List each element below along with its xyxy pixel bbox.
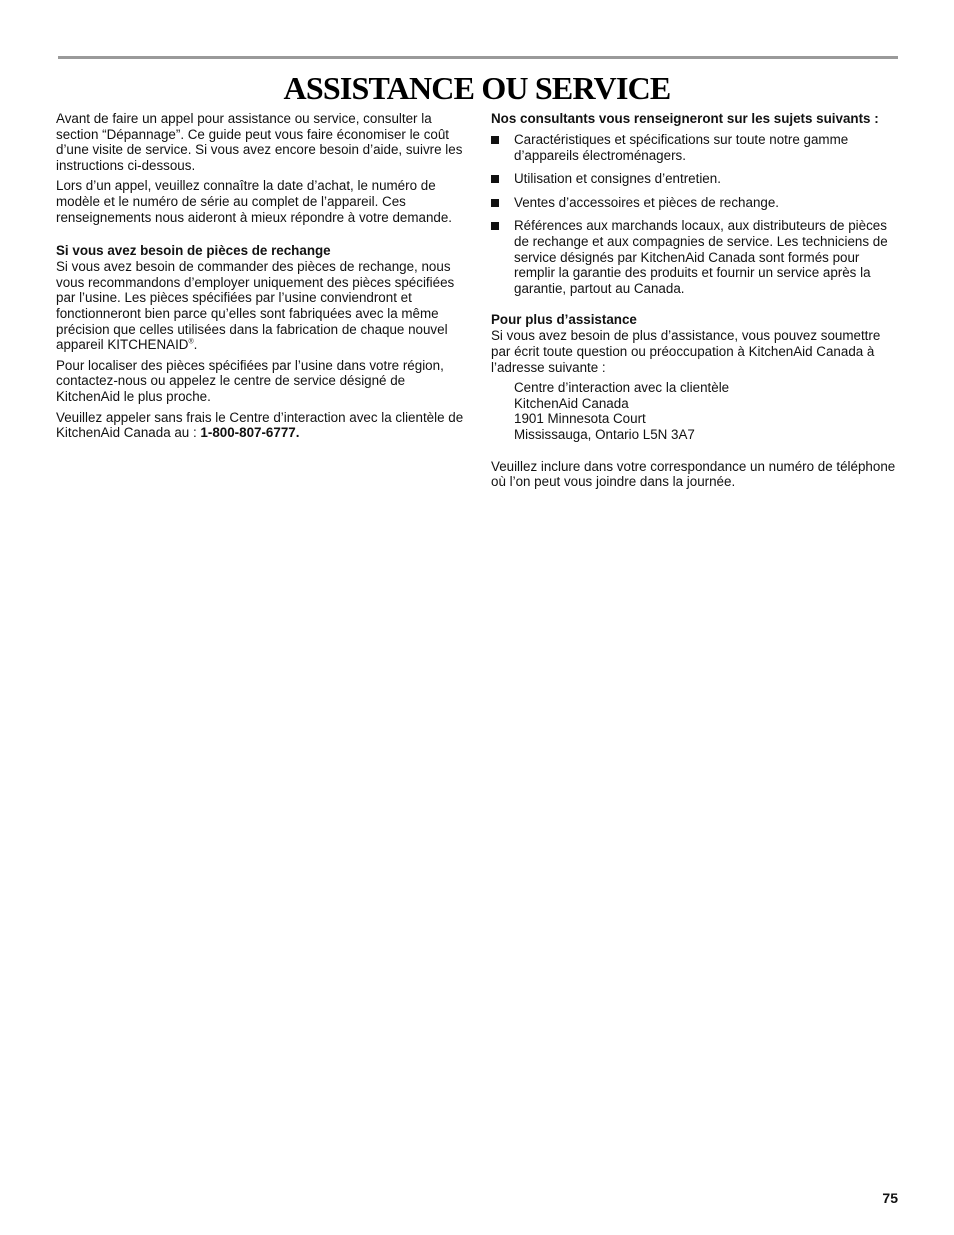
address-line: Centre d’interaction avec la clientèle: [514, 380, 730, 396]
page-title: ASSISTANCE OU SERVICE: [283, 70, 671, 106]
square-bullet-icon: [491, 175, 499, 183]
intro-paragraph: Avant de faire un appel pour assistance ou service, consulter la section “Dépannage”. Ce guide peut vous faire économiser le coût d’une visite de service. Si vous avez encore besoin d’aide, suivre les instructions ci-dessous.: [56, 111, 463, 173]
list-item: [491, 218, 901, 296]
parts-heading: Si vous avez besoin de pièces de rechange: [56, 243, 331, 259]
topics-list: [491, 132, 901, 296]
list-item-text: Caractéristiques et spécifications sur toute notre gamme d’appareils électroménagers.: [514, 132, 849, 163]
mailing-address: [514, 380, 901, 442]
left-column: [56, 111, 466, 446]
registered-mark: ®: [188, 338, 194, 346]
consultants-heading: Nos consultants vous renseigneront sur les sujets suivants :: [491, 111, 879, 126]
square-bullet-icon: [491, 199, 499, 207]
right-column: [491, 111, 901, 495]
more-assistance-paragraph: Si vous avez besoin de plus d’assistance, vous pouvez soumettre par écrit toute question ou préoccupation à KitchenAid Canada à l’adresse suivante :: [491, 328, 881, 375]
square-bullet-icon: [491, 222, 499, 230]
list-item-text: Références aux marchands locaux, aux distributeurs de pièces de rechange et aux compagnies de service. Les techniciens de service désignés par KitchenAid Canada sont formés pour remplir la garantie des produits et fournir un service après la garantie, partout au Canada.: [514, 218, 888, 296]
phone-paragraph: [56, 410, 466, 441]
address-line: Mississauga, Ontario L5N 3A7: [514, 426, 695, 442]
call-paragraph: Lors d’un appel, veuillez connaître la date d’achat, le numéro de modèle et le numéro de série au complet de l’appareil. Ces renseignements nous aideront à mieux répondre à votre demande.: [56, 178, 453, 225]
parts-paragraph: [56, 259, 466, 353]
more-assistance-heading: Pour plus d’assistance: [491, 312, 637, 328]
closing-paragraph: Veuillez inclure dans votre correspondance un numéro de téléphone où l’on peut vous joindre dans la journée.: [491, 458, 896, 490]
page-number: 75: [882, 1190, 898, 1206]
list-item-text: Utilisation et consignes d’entretien.: [514, 171, 721, 187]
locate-paragraph: Pour localiser des pièces spécifiées par l’usine dans votre région, contactez-nous ou appelez le centre de service désigné de KitchenAid le plus proche.: [56, 357, 444, 404]
list-item-text: Ventes d’accessoires et pièces de rechange.: [514, 194, 780, 210]
top-rule: [58, 56, 898, 59]
list-item: [491, 132, 901, 163]
address-line: 1901 Minnesota Court: [514, 411, 646, 427]
phone-number: 1-800-807-6777.: [200, 425, 300, 441]
address-line: KitchenAid Canada: [514, 395, 629, 411]
square-bullet-icon: [491, 136, 499, 144]
parts-period: .: [193, 337, 198, 353]
parts-paragraph-text: Si vous avez besoin de commander des pièces de rechange, nous vous recommandons d’employer uniquement des pièces spécifiées par l’usine. Les pièces spécifiées par l’usine conviendront et fonctionneront bien parce qu’elles sont fabriquées avec la même précision que celles utilisées dans la fabrication de chaque nouvel appareil KITCHENAID: [56, 259, 455, 353]
phone-intro: Veuillez appeler sans frais le Centre d’interaction avec la clientèle de KitchenAid Canada au :: [56, 409, 464, 441]
list-item: [491, 195, 901, 211]
list-item: [491, 171, 901, 187]
